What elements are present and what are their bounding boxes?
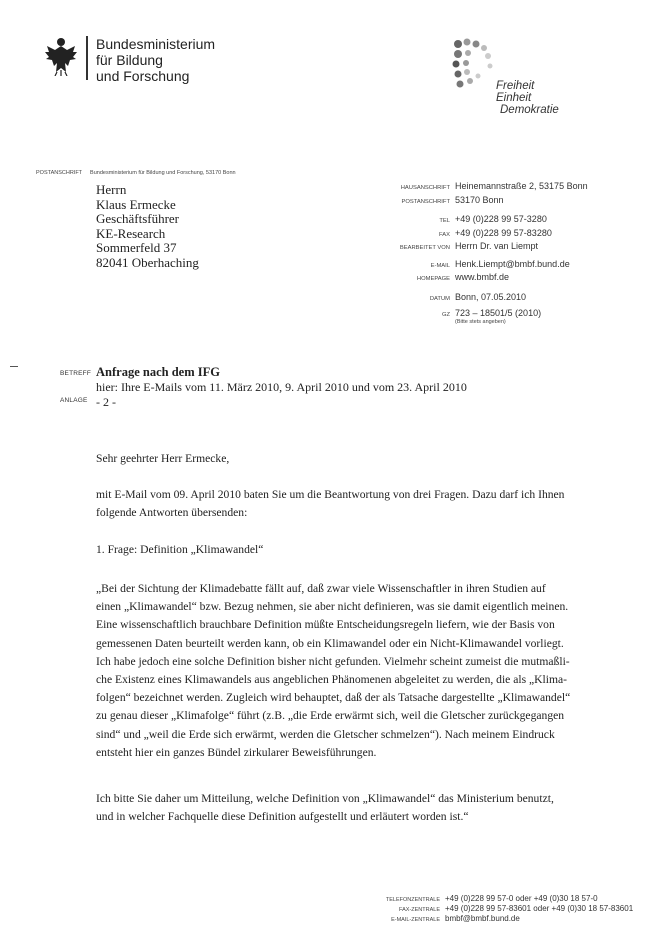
attachment-value: - 2 - bbox=[96, 395, 116, 409]
logo-divider bbox=[86, 36, 88, 80]
quote-line: und in welcher Fachquelle diese Definition aufgestellt und erläutert worden ist.“ bbox=[96, 810, 469, 824]
info-row-homepage bbox=[360, 272, 620, 286]
quote-line: Ich bitte Sie daher um Mitteilung, welche Definition von „Klimawandel“ das Ministerium benutzt, bbox=[96, 792, 554, 805]
subject-label: BETREFF bbox=[60, 370, 92, 377]
footer-row-email bbox=[340, 914, 656, 924]
footer-row-fax bbox=[340, 904, 656, 914]
info-value: 723 – 18501/5 (2010) bbox=[455, 308, 542, 318]
footer-label: E-MAIL-ZENTRALE bbox=[391, 917, 440, 923]
info-label: TEL bbox=[439, 218, 450, 224]
return-address-label: POSTANSCHRIFT bbox=[36, 170, 83, 176]
ministry-name bbox=[96, 36, 215, 84]
recipient-line: KE-Research bbox=[96, 225, 166, 241]
info-label: HAUSANSCHRIFT bbox=[400, 185, 450, 191]
info-label: DATUM bbox=[429, 295, 450, 302]
quote-line: gemessenen Daten beurteilt werden kann, ob ein Klimawandel oder ein Nicht-Klimawandel vorliegt. bbox=[96, 636, 564, 650]
federal-eagle-icon bbox=[44, 36, 78, 76]
motto-line: Einheit bbox=[496, 92, 532, 104]
quote-line: Ich habe jedoch eine solche Definition bisher nicht gefunden. Vielmehr scheint zumeist die mutmaßli- bbox=[96, 654, 570, 668]
return-address bbox=[36, 170, 236, 176]
recipient-address bbox=[96, 183, 199, 271]
quote-line: „Bei der Sichtung der Klimadebatte fällt auf, daß zwar viele Wissenschaftler in ihren Studien auf bbox=[96, 582, 546, 595]
recipient-line: Sommerfeld 37 bbox=[96, 240, 177, 256]
recipient-line: Geschäftsführer bbox=[96, 211, 180, 227]
quote-line: sind“ und „weil die Erde sich erwärmt, werden die Gletscher schmelzen“). Nach meinem Eindruck bbox=[96, 727, 555, 741]
footer-label: FAX-ZENTRALE bbox=[399, 907, 440, 913]
info-value: Heinemannstraße 2, 53175 Bonn bbox=[455, 181, 588, 191]
quote-line: einen „Klimawandel“ bzw. Bezug nehmen, sie aber nicht definieren, was sie damit eigentlich meinen. bbox=[96, 600, 569, 614]
quoted-request bbox=[96, 790, 554, 826]
info-row-bearbeiter bbox=[360, 241, 620, 255]
info-value: +49 (0)228 99 57-3280 bbox=[455, 214, 547, 224]
ministry-name-line: für Bildung bbox=[96, 52, 163, 68]
footer-contacts bbox=[340, 894, 656, 924]
motto-line: Demokratie bbox=[500, 104, 559, 116]
quote-line: folgen“ bezeichnet werden. Zugleich wird behauptet, daß der als Tatsache dargestellte „Klimawandel“ bbox=[96, 691, 571, 705]
info-row-datum bbox=[360, 292, 620, 306]
return-address-value: Bundesministerium für Bildung und Forschung, 53170 Bonn bbox=[90, 170, 236, 176]
footer-row-telefon bbox=[340, 894, 656, 904]
info-value: Henk.Liempt@bmbf.bund.de bbox=[455, 258, 570, 269]
info-value: +49 (0)228 99 57-83280 bbox=[455, 227, 552, 238]
intro-line: mit E-Mail vom 09. April 2010 baten Sie um die Beantwortung von drei Fragen. Dazu darf ich Ihnen bbox=[96, 488, 565, 501]
ministry-name-line: Bundesministerium bbox=[96, 36, 216, 52]
attachment-label: ANLAGE bbox=[60, 397, 88, 404]
quote-line: Eine wissenschaftlich brauchbare Definition müßte Entscheidungsregeln liefern, wie der Basis von bbox=[96, 618, 555, 632]
quoted-question bbox=[96, 580, 570, 762]
reference-note: (Bitte stets angeben) bbox=[455, 318, 506, 325]
info-label: GZ bbox=[441, 312, 450, 318]
question-heading: 1. Frage: Definition „Klimawandel“ bbox=[96, 543, 264, 556]
info-label: E-MAIL bbox=[430, 262, 450, 269]
footer-value: +49 (0)228 99 57-0 oder +49 (0)30 18 57-0 bbox=[445, 894, 598, 903]
info-label: FAX bbox=[439, 231, 450, 238]
info-row-tel bbox=[360, 214, 620, 228]
quote-line: zu genau dieser „Klimafolge“ führt (z.B. „die Erde erwärmt sich, weil die Gletscher zurückgegangen bbox=[96, 709, 565, 723]
info-row-email bbox=[360, 259, 620, 273]
info-row-hausanschrift bbox=[360, 181, 620, 195]
footer-value: bmbf@bmbf.bund.de bbox=[445, 914, 520, 923]
info-label: HOMEPAGE bbox=[416, 276, 450, 282]
info-value: Herrn Dr. van Liempt bbox=[455, 241, 539, 251]
intro-line: folgende Antworten übersenden: bbox=[96, 506, 248, 519]
info-value: Bonn, 07.05.2010 bbox=[455, 291, 527, 302]
info-value: 53170 Bonn bbox=[455, 194, 504, 205]
info-row-postanschrift bbox=[360, 195, 620, 209]
motto-line: Freiheit bbox=[496, 80, 535, 92]
quote-line: che Existenz eines Klimawandels aus angeblichen Phänomenen abgeleitet zu werden, die als „Klima- bbox=[96, 673, 567, 687]
quote-line: entsteht hier ein ganzes Bündel zirkularer Beweisführungen. bbox=[96, 745, 377, 759]
info-row-fax bbox=[360, 228, 620, 242]
footer-value: +49 (0)228 99 57-83601 oder +49 (0)30 18 57-83601 bbox=[445, 904, 634, 913]
motto bbox=[496, 80, 559, 116]
info-value: www.bmbf.de bbox=[455, 272, 510, 282]
subject-title: Anfrage nach dem IFG bbox=[96, 365, 220, 379]
sender-info-block bbox=[360, 181, 620, 325]
recipient-line: Klaus Ermecke bbox=[96, 196, 176, 212]
ministry-name-line: und Forschung bbox=[96, 68, 190, 84]
info-label: POSTANSCHRIFT bbox=[401, 198, 450, 205]
fold-mark bbox=[10, 366, 18, 367]
info-label: BEARBEITET VON bbox=[399, 245, 450, 251]
recipient-line: Herrn bbox=[96, 182, 127, 197]
subject-detail: hier: Ihre E-Mails vom 11. März 2010, 9. April 2010 und vom 23. April 2010 bbox=[96, 380, 467, 394]
recipient-line: 82041 Oberhaching bbox=[96, 254, 199, 270]
salutation: Sehr geehrter Herr Ermecke, bbox=[96, 452, 230, 465]
footer-label: TELEFONZENTRALE bbox=[385, 897, 440, 903]
